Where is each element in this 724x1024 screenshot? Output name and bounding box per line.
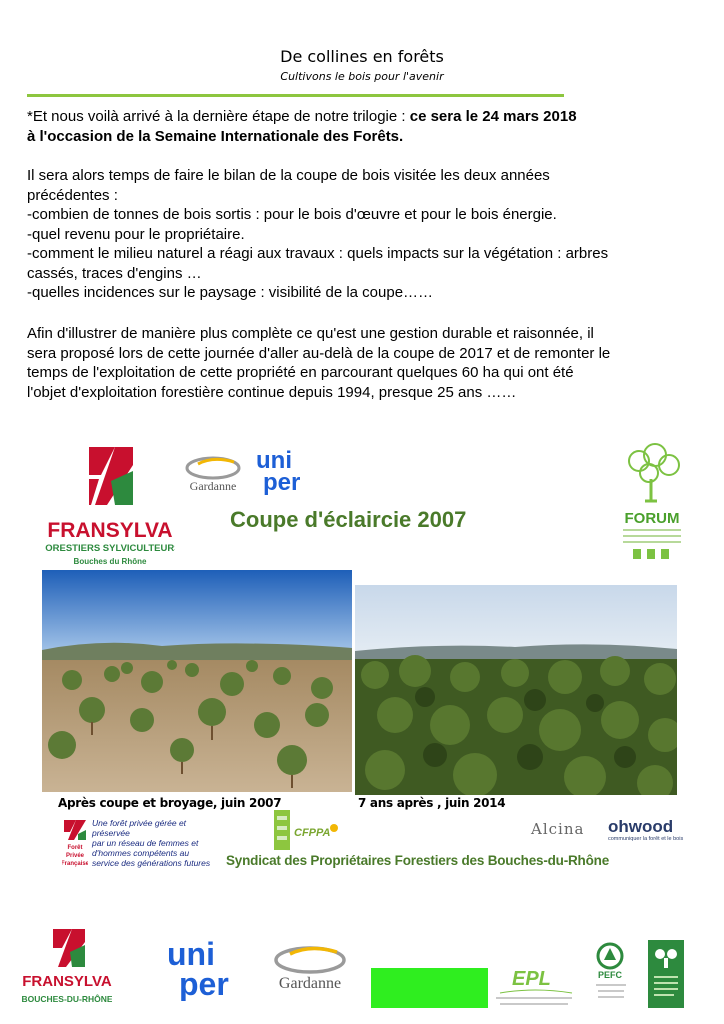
text-line: sera proposé lors de cette journée d'aller au-delà de la coupe de 2017 et de remonter le bbox=[27, 344, 611, 362]
tagline-line: préservée bbox=[92, 828, 130, 838]
uniper-footer-logo bbox=[165, 935, 245, 1001]
fpp-word: Privée bbox=[65, 853, 85, 859]
ohwood-tagline: communiquer la forêt et le bois bbox=[608, 836, 684, 842]
tagline-line: d'hommes compétents au bbox=[92, 848, 190, 858]
text-line: -comment le milieu naturel a réagi aux travaux : quels impacts sur la végétation : arbres bbox=[27, 245, 609, 262]
alcina-logo: Alcina bbox=[531, 820, 585, 838]
epl-name: EPL bbox=[512, 968, 551, 990]
uniper-line1: uni bbox=[256, 447, 292, 474]
gestion-paragraph bbox=[27, 324, 695, 402]
text-line: temps de l'exploitation de cette propriété en parcourant quelques 60 ha qui ont été bbox=[27, 364, 574, 381]
fransylva-logo bbox=[45, 445, 175, 570]
intro-paragraph bbox=[27, 107, 695, 146]
uniper-line2: per bbox=[263, 469, 301, 496]
text-line: cassés, traces d'engins … bbox=[27, 264, 202, 282]
photo-seven-years-after-2014 bbox=[355, 585, 677, 795]
photo-after-cut-2007 bbox=[42, 570, 352, 792]
forum-logo bbox=[615, 443, 690, 568]
caption-left: Après coupe et broyage, juin 2007 bbox=[58, 796, 282, 810]
foret-privee-logo bbox=[62, 818, 88, 868]
fransylva-footer-region: BOUCHES-DU-RHÔNE bbox=[22, 994, 112, 1004]
tagline-line: par un réseau de femmes et bbox=[92, 838, 199, 848]
poster-title: Coupe d'éclaircie 2007 bbox=[230, 507, 467, 532]
gardanne-footer-name: Gardanne bbox=[278, 975, 342, 992]
gardanne-footer-logo bbox=[265, 940, 355, 996]
uniper-logo bbox=[253, 446, 313, 496]
text-line: -quelles incidences sur le paysage : visibilité de la coupe…… bbox=[27, 284, 434, 301]
tagline-line: Une forêt privée gérée et bbox=[92, 818, 187, 828]
foret-privee-tagline bbox=[92, 818, 222, 868]
text-line: Afin d'illustrer de manière plus complète ce qu'est une gestion durable et raisonnée, il bbox=[27, 325, 594, 342]
uniper-footer-line2: per bbox=[179, 966, 229, 1001]
pefc-name: PEFC bbox=[597, 970, 623, 980]
fransylva-region: Bouches du Rhône bbox=[73, 557, 147, 566]
fransylva-name: FRANSYLVA bbox=[47, 519, 173, 542]
region-sud-logo bbox=[648, 940, 684, 1008]
gardanne-logo bbox=[178, 452, 248, 496]
syndicat-name: Syndicat des Propriétaires Forestiers des Bouches-du-Rhône bbox=[226, 853, 610, 868]
epl-logo bbox=[490, 963, 580, 1013]
pefc-logo bbox=[592, 940, 632, 1010]
fransylva-footer-name: FRANSYLVA bbox=[22, 973, 112, 990]
fransylva-tagline: FORESTIERS SYLVICULTEURS bbox=[45, 543, 175, 554]
text-line: -quel revenu pour le propriétaire. bbox=[27, 225, 245, 243]
fpp-word: Française bbox=[62, 861, 88, 867]
fpp-word: Forêt bbox=[67, 845, 83, 851]
fransylva-footer-logo bbox=[22, 928, 112, 1006]
tagline-line: service des générations futures bbox=[92, 858, 211, 868]
text-line: -combien de tonnes de bois sortis : pour le bois d'œuvre et pour le bois énergie. bbox=[27, 206, 557, 223]
caption-right: 7 ans après , juin 2014 bbox=[358, 796, 506, 810]
text-line: précédentes : bbox=[27, 186, 118, 204]
intro-date: ce sera le 24 mars 2018 bbox=[409, 108, 577, 125]
title-divider bbox=[27, 94, 564, 97]
cfppa-name: CFPPA bbox=[294, 827, 331, 839]
text-line: l'objet d'exploitation forestière continue depuis 1994, presque 25 ans …… bbox=[27, 383, 517, 401]
cfppa-logo bbox=[272, 808, 342, 854]
intro-text: *Et nous voilà arrivé à la dernière étape de notre trilogie : bbox=[27, 108, 410, 125]
ohwood-logo: ohwood bbox=[608, 817, 674, 836]
page-subtitle: Cultivons le bois pour l'avenir bbox=[280, 70, 444, 83]
green-placeholder-block bbox=[371, 968, 488, 1008]
gardanne-name: Gardanne bbox=[189, 479, 237, 493]
forum-name: FORUM bbox=[624, 510, 680, 527]
uniper-footer-line1: uni bbox=[167, 936, 215, 972]
bilan-paragraph bbox=[27, 166, 695, 303]
intro-occasion: à l'occasion de la Semaine Internationale des Forêts. bbox=[27, 127, 404, 145]
page-title: De collines en forêts bbox=[280, 47, 444, 66]
text-line: Il sera alors temps de faire le bilan de la coupe de bois visitée les deux années bbox=[27, 167, 550, 184]
